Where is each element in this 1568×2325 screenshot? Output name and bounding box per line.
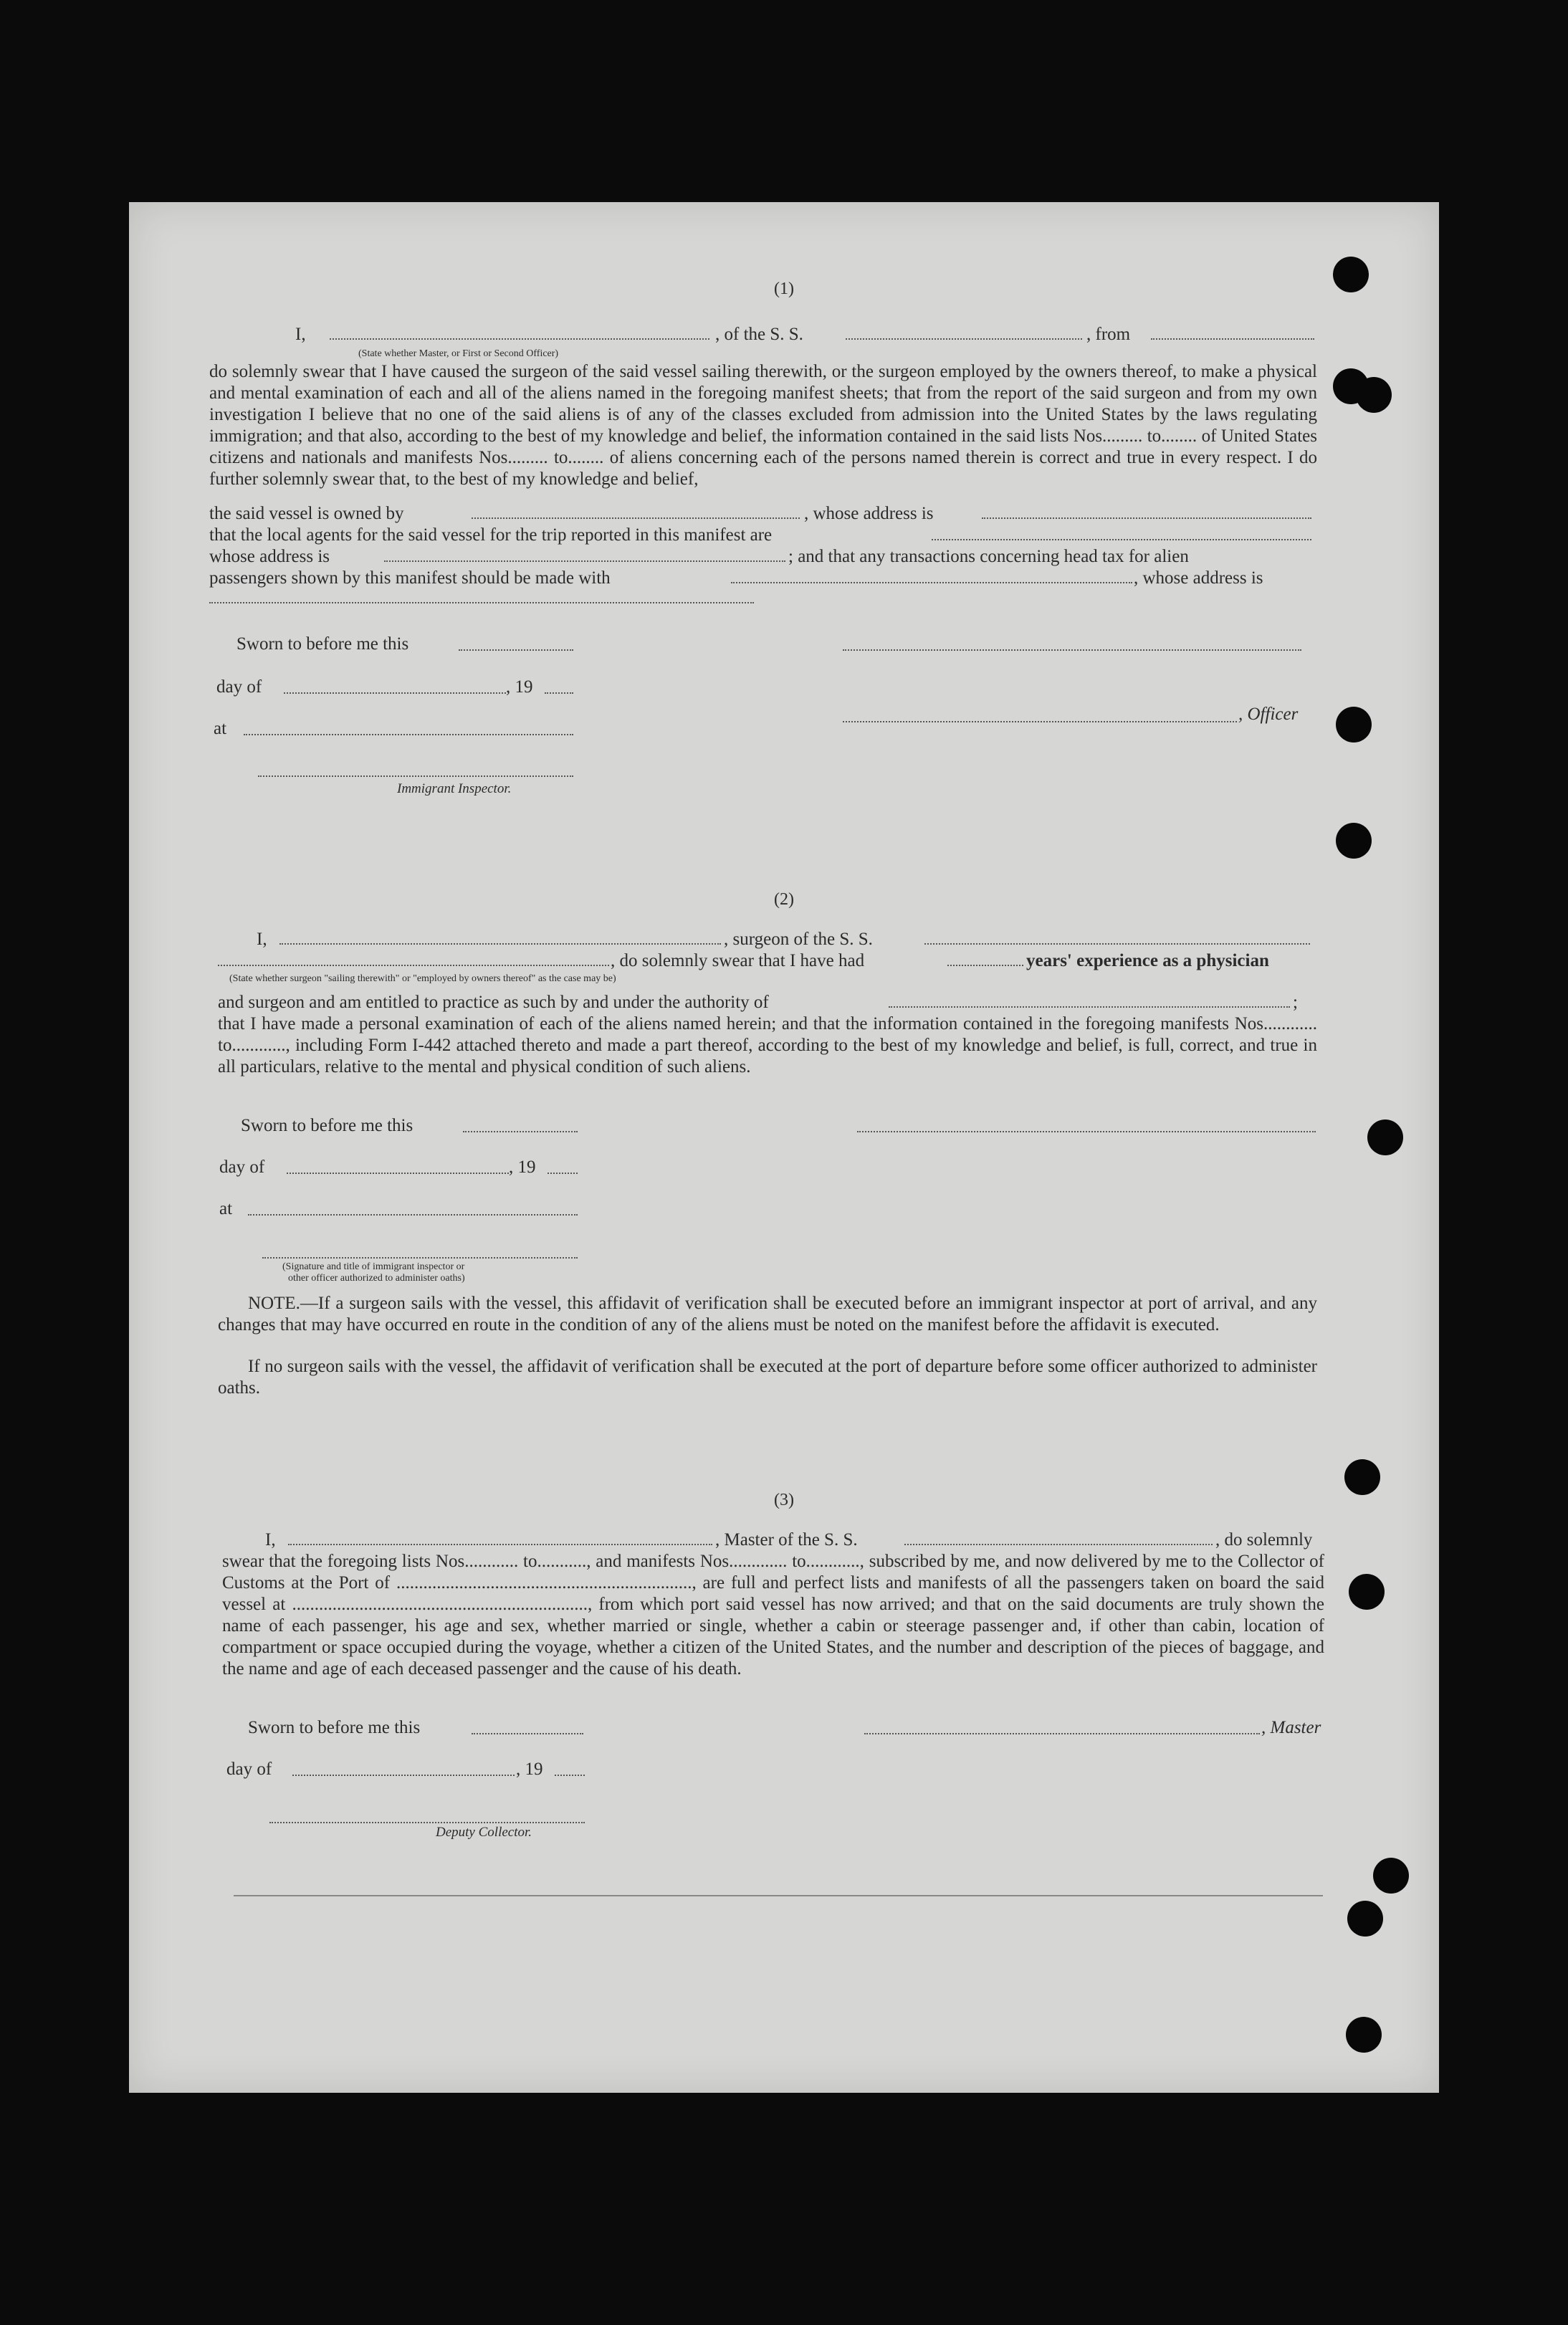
- s2-semicolon: ;: [1293, 993, 1298, 1012]
- s1-whose-addr3: , whose address is: [1134, 568, 1263, 588]
- s3-i: I,: [265, 1530, 276, 1550]
- punch-hole: [1347, 1901, 1383, 1937]
- s1-officer-signature-field[interactable]: [843, 720, 1237, 722]
- s3-vessel-field[interactable]: [904, 1542, 1213, 1545]
- s1-inspector: Immigrant Inspector.: [397, 781, 512, 796]
- punch-hole: [1346, 2017, 1382, 2053]
- s1-agents-field[interactable]: [932, 538, 1311, 540]
- s3-master-name-field[interactable]: [288, 1542, 712, 1545]
- s2-signature-field[interactable]: [857, 1130, 1316, 1132]
- s1-of-ss: , of the S. S.: [715, 325, 803, 344]
- s2-note-p2: If no surgeon sails with the vessel, the affidavit of verification shall be executed at the port of departure before some officer authorized to administer oaths.: [218, 1357, 1317, 1398]
- s2-body: that I have made a personal examination of each of the aliens named herein; and that the information contained in the foregoing manifests Nos............ to............, including Form I-442 attached thereto and made a part thereof, according to the best of my knowledge and belief, is full, correct, and true in all particulars, relative to the mental and physical condition of such aliens.: [218, 1014, 1317, 1076]
- s1-year-field[interactable]: [545, 691, 573, 694]
- s1-note: (State whether Master, or First or Second Officer): [358, 348, 559, 359]
- s1-at: at: [214, 719, 227, 738]
- s2-day-field[interactable]: [287, 1171, 509, 1174]
- s1-agents-address-field[interactable]: [384, 559, 785, 562]
- s1-vessel-field[interactable]: [846, 337, 1082, 340]
- s3-year-field[interactable]: [555, 1773, 585, 1776]
- s2-years-field[interactable]: [947, 963, 1023, 966]
- s3-do-sol: , do solemnly: [1215, 1530, 1313, 1550]
- s1-owner-address-field[interactable]: [982, 516, 1311, 519]
- s2-year-field[interactable]: [548, 1171, 578, 1174]
- s2-sig-note1: (Signature and title of immigrant inspector or: [282, 1261, 465, 1272]
- s2-sig-note2: other officer authorized to administer oaths): [288, 1273, 465, 1284]
- s2-i: I,: [257, 930, 267, 949]
- punch-hole: [1356, 377, 1392, 413]
- s2-sworn: Sworn to before me this: [241, 1116, 413, 1135]
- s3-sworn-date-field[interactable]: [472, 1732, 583, 1734]
- s2-authority: and surgeon and am entitled to practice as such by and under the authority of: [218, 993, 769, 1012]
- s1-headtax-party-field[interactable]: [731, 581, 1132, 583]
- s2-19: , 19: [509, 1157, 536, 1177]
- punch-hole: [1349, 1574, 1385, 1610]
- s2-surgeon-type-field[interactable]: [218, 963, 609, 966]
- s1-at-field[interactable]: [244, 732, 573, 735]
- s2-surgeon-name-field[interactable]: [279, 942, 721, 945]
- s1-local-agents: that the local agents for the said vessel for the trip reported in this manifest are: [209, 525, 773, 545]
- s1-sworn-date-field[interactable]: [459, 648, 573, 651]
- manifest-sheet: [129, 202, 1439, 2093]
- s2-vessel-field[interactable]: [924, 942, 1310, 945]
- s1-whose-addr2: whose address is: [209, 547, 330, 566]
- s3-deputy-signature-field[interactable]: [269, 1820, 585, 1823]
- s3-day-of: day of: [226, 1760, 272, 1779]
- s1-owned: the said vessel is owned by: [209, 504, 404, 523]
- s1-body: do solemnly swear that I have caused the surgeon of the said vessel sailing therewith, or the surgeon employed by the owners thereof, to make a physical and mental examination of each and all of the aliens named in the foregoing manifest sheets; that from the report of the said surgeon and from my own investigation I believe that no one of the said aliens is of any of the classes excluded from admission into the United States by the laws regulating immigration; and that also, according to the best of my knowledge and belief, the information contained in the said lists Nos......... to........ of United States citizens and nationals and manifests Nos......... to........ of aliens concerning each of the persons named therein is correct and true in every respect. I do further solemnly swear that, to the best of my knowledge and belief,: [209, 362, 1317, 489]
- s1-officer-name-field[interactable]: [330, 337, 709, 340]
- bottom-rule: [234, 1895, 1323, 1896]
- s2-day-of: day of: [219, 1157, 265, 1177]
- s2-at-field[interactable]: [248, 1213, 578, 1216]
- s1-i: I,: [295, 325, 306, 344]
- section-2-number: (2): [774, 890, 794, 909]
- s1-officer: , Officer: [1238, 705, 1299, 724]
- s2-sworn-date-field[interactable]: [463, 1130, 578, 1132]
- s3-deputy: Deputy Collector.: [436, 1825, 532, 1840]
- s2-note: (State whether surgeon "sailing therewith" or "employed by owners thereof" as the case may be): [229, 973, 616, 984]
- s1-owner-field[interactable]: [472, 516, 800, 519]
- punch-hole: [1336, 707, 1372, 743]
- s1-inspector-signature-field[interactable]: [258, 774, 573, 777]
- punch-hole: [1367, 1119, 1403, 1155]
- s2-authority-field[interactable]: [889, 1005, 1290, 1008]
- punch-hole: [1373, 1858, 1409, 1894]
- section-3-number: (3): [774, 1491, 794, 1509]
- s3-body: swear that the foregoing lists Nos............ to..........., and manifests Nos............. to............, subscribed by me, and now delivered by me to the Collector of Customs at the Port of .................................................................., are full and perfect lists and manifests of all the passengers taken on board the said vessel at .................................................................., from which port said vessel has now arrived; and that on the said documents are truly shown the name of each passenger, his age and sex, whether married or single, whether a cabin or steerage passenger and, if other than cabin, location of compartment or space occupied during the voyage, whether a citizen of the United States, and the number and description of the pieces of baggage, and the name and age of each deceased passenger and the cause of his death.: [222, 1552, 1324, 1679]
- s2-swear: , do solemnly swear that I have had: [611, 951, 865, 970]
- s2-at: at: [219, 1199, 233, 1218]
- s3-master-of: , Master of the S. S.: [715, 1530, 858, 1550]
- s2-surgeon-of: , surgeon of the S. S.: [724, 930, 873, 949]
- s1-from-field[interactable]: [1151, 337, 1314, 340]
- s1-from: , from: [1086, 325, 1131, 344]
- s1-signature-field[interactable]: [843, 648, 1301, 651]
- s2-years: years' experience as a physician: [1026, 951, 1269, 970]
- s1-day-of: day of: [216, 677, 262, 697]
- s2-official-signature-field[interactable]: [262, 1256, 578, 1259]
- s1-sworn: Sworn to before me this: [236, 634, 409, 654]
- section-1-number: (1): [774, 280, 794, 298]
- s3-master: , Master: [1261, 1718, 1321, 1737]
- s3-master-signature-field[interactable]: [864, 1732, 1260, 1734]
- s1-head-tax: ; and that any transactions concerning head tax for alien: [788, 547, 1189, 566]
- punch-hole: [1344, 1459, 1380, 1495]
- s3-day-field[interactable]: [292, 1773, 515, 1776]
- s3-19: , 19: [516, 1760, 543, 1779]
- s1-headtax-address-field[interactable]: [209, 601, 754, 603]
- s2-note-p1: NOTE.—If a surgeon sails with the vessel, this affidavit of verification shall be executed before an immigrant inspector at port of arrival, and any changes that may have occurred en route in the condition of any of the aliens must be noted on the manifest before the affidavit is executed.: [218, 1294, 1317, 1335]
- s1-passengers: passengers shown by this manifest should be made with: [209, 568, 611, 588]
- s1-19: , 19: [506, 677, 533, 697]
- s1-day-field[interactable]: [284, 691, 506, 694]
- s3-sworn: Sworn to before me this: [248, 1718, 421, 1737]
- s1-whose-addr: , whose address is: [804, 504, 934, 523]
- punch-hole: [1336, 823, 1372, 859]
